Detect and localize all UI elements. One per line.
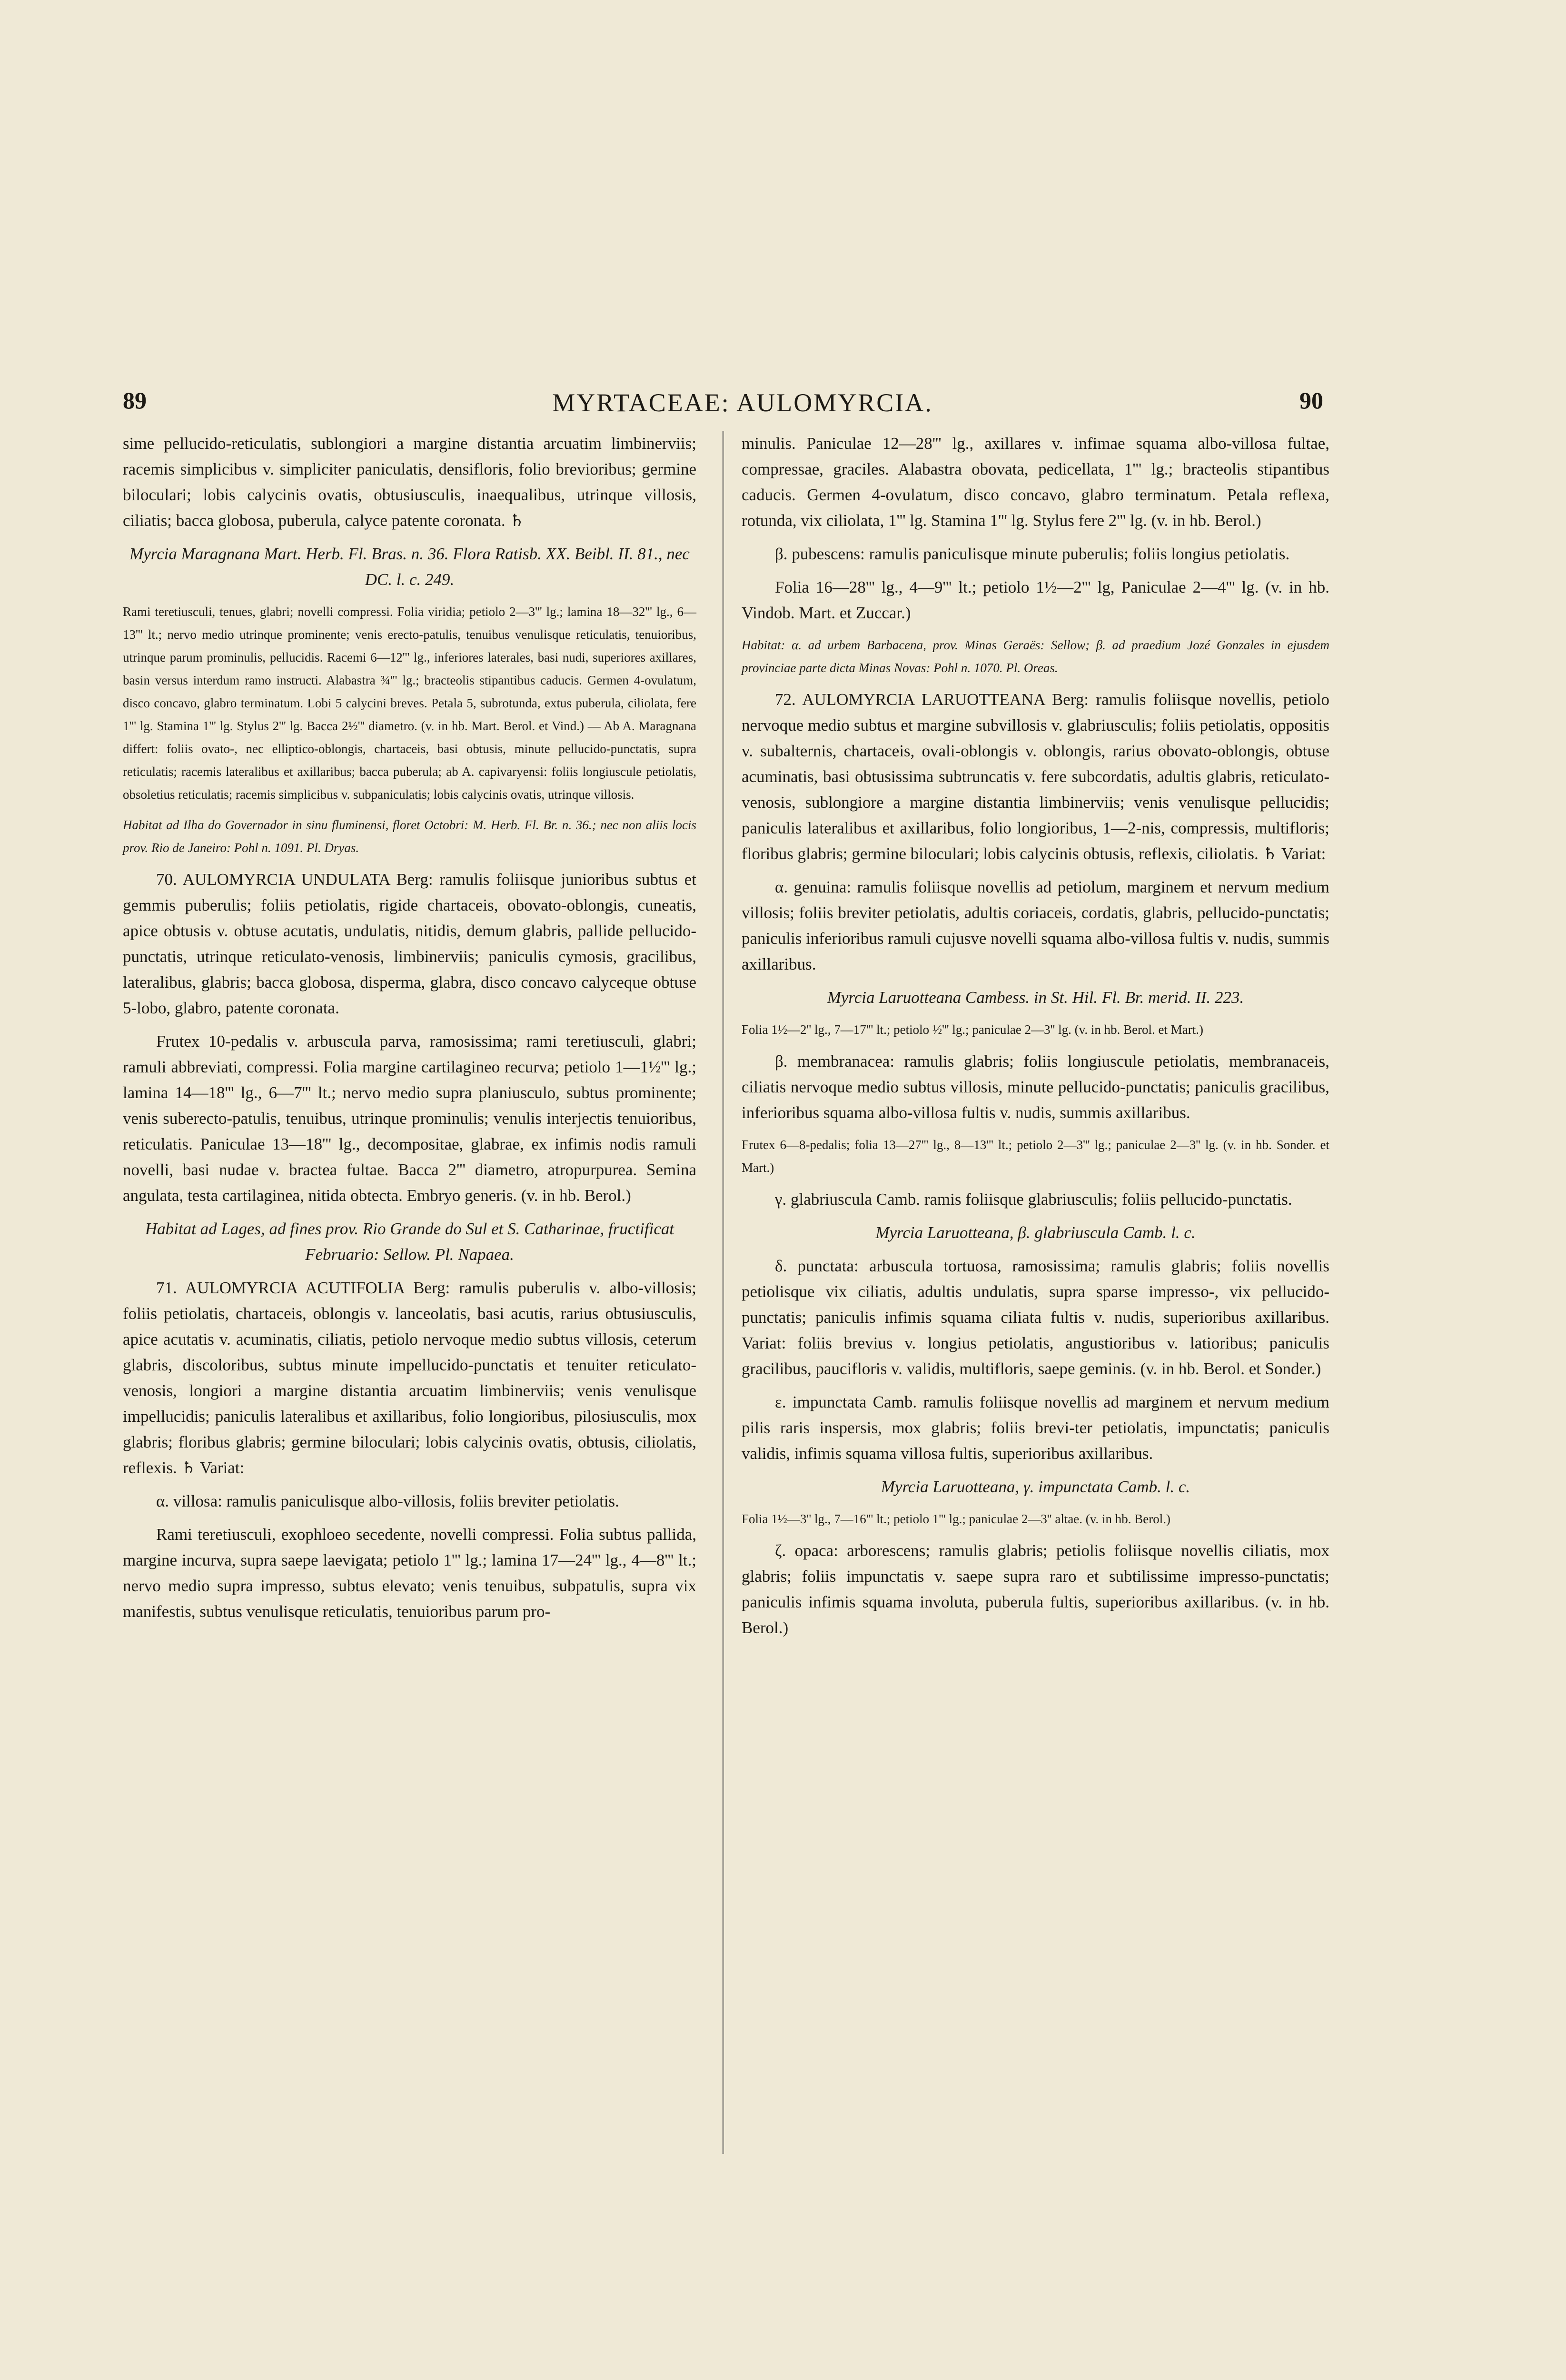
paragraph: Habitat ad Ilha do Governador in sinu fluminensi, floret Octobri: M. Herb. Fl. Br. n. 36.; nec non aliis locis prov. Rio de Janeiro: Pohl n. 1091. Pl. Dryas. — [123, 818, 696, 855]
paragraph: 70. AULOMYRCIA UNDULATA Berg: ramulis foliisque junioribus subtus et gemmis puberulis; foliis petiolatis, rigide chartaceis, obovato-oblongis, cuneatis, apice obtusis v. obtuse acutatis, undulatis, nitidis, demum glabris, pallide pellucido-punctatis, utrinque reticulato-venosis, limbinerviis; paniculis cymosis, gracilibus, lateralibus, glabris; bacca globosa, disperma, glabra, disco concavo calyceque obtuse 5-lobo, glabro, patente coronata. — [123, 870, 696, 1017]
paragraph: β. pubescens: ramulis paniculisque minute puberulis; foliis longius petiolatis. — [775, 545, 1290, 563]
paragraph: Myrcia Laruotteana, β. glabriuscula Camb. l. c. — [875, 1223, 1196, 1242]
paragraph: Habitat ad Lages, ad fines prov. Rio Grande do Sul et S. Catharinae, fructificat Februario: Sellow. Pl. Napaea. — [145, 1220, 674, 1264]
paragraph: Frutex 6—8-pedalis; folia 13—27''' lg., 8—13''' lt.; petiolo 2—3''' lg.; paniculae 2—3'' lg. (v. in hb. Sonder. et Mart.) — [742, 1138, 1329, 1175]
page-number-left: 89 — [123, 387, 147, 414]
paragraph: β. membranacea: ramulis glabris; foliis longiuscule petiolatis, membranaceis, ciliatis nervoque medio subtus villosis, minute pellucido-punctatis; paniculis gracilibus, inferioribus squama albo-villosa fultis v. nudis, summis axillaribus. — [742, 1052, 1329, 1122]
paragraph: α. genuina: ramulis foliisque novellis ad petiolum, marginem et nervum medium villosis; foliis breviter petiolatis, adultis coriaceis, cordatis, glabris, pellucido-punctatis; paniculis inferioribus ramuli cujusve novelli squama albo-villosa fultis v. nudis, summis axillaribus. — [742, 878, 1329, 973]
paragraph: Myrcia Laruotteana, γ. impunctata Camb. l. c. — [881, 1478, 1190, 1496]
paragraph: sime pellucido-reticulatis, sublongiori a margine distantia arcuatim limbinerviis; racemis simplicibus v. simpliciter paniculatis, densifloris, folio brevioribus; germine biloculari; lobis calycinis ovatis, obtusiusculis, inaequalibus, utrinque villosis, ciliatis; bacca globosa, puberula, calyce patente coronata. ♄ — [123, 434, 696, 530]
right-column — [742, 431, 1329, 1648]
paragraph: α. villosa: ramulis paniculisque albo-villosis, foliis breviter petiolatis. — [156, 1492, 619, 1510]
paragraph: ζ. opaca: arborescens; ramulis glabris; petiolis foliisque novellis ciliatis, mox glabris; foliis impunctatis v. saepe supra raro et subtilissime impresso-punctatis; paniculis infimis squama involuta, puberula fultis, superioribus axillaribus. (v. in hb. Berol.) — [742, 1541, 1329, 1637]
paragraph: ε. impunctata Camb. ramulis foliisque novellis ad marginem et nervum medium pilis raris inspersis, mox glabris; foliis brevi-ter petiolatis, impunctatis; paniculis validis, infimis squama villosa fultis, superioribus axillaribus. — [742, 1393, 1329, 1463]
paragraph: Myrcia Maragnana Mart. Herb. Fl. Bras. n. 36. Flora Ratisb. XX. Beibl. II. 81., nec DC. l. c. 249. — [129, 545, 690, 589]
paragraph: Frutex 10-pedalis v. arbuscula parva, ramosissima; rami teretiusculi, glabri; ramuli abbreviati, compressi. Folia margine cartilagineo recurva; petiolo 1—1½''' lg.; lamina 14—18''' lg., 6—7''' lt.; nervo medio supra planiusculo, subtus prominente; venis suberecto-patulis, tenuibus, utrinque prominulis; venulis interjectis tenuioribus, reticulatis. Paniculae 13—18''' lg., decompositae, glabrae, ex infimis nodis ramuli novelli, basi nudae v. bractea fultae. Bacca 2''' diametro, atropurpurea. Semina angulata, testa cartilaginea, nitida obtecta. Embryo generis. (v. in hb. Berol.) — [123, 1032, 696, 1205]
paragraph: Folia 16—28''' lg., 4—9''' lt.; petiolo 1½—2''' lg, Paniculae 2—4''' lg. (v. in hb. Vindob. Mart. et Zuccar.) — [742, 578, 1329, 622]
paragraph: 71. AULOMYRCIA ACUTIFOLIA Berg: ramulis puberulis v. albo-villosis; foliis petiolatis, chartaceis, oblongis v. lanceolatis, basi acutis, rarius obtusiusculis, apice acutatis v. acuminatis, ciliatis, petiolo nervoque medio subtus villosis, ceterum glabris, discoloribus, subtus minute impellucido-punctatis et tenuiter reticulato-venosis, longiori a margine distantia arcuatim limbinerviis; venis venulisque impellucidis; paniculis lateralibus et axillaribus, folio longioribus, pilosiusculis, mox glabris; floribus glabris; germine biloculari; lobis calycinis ovatis, obtusis, ciliolatis, reflexis. ♄ Variat: — [123, 1279, 696, 1477]
running-head: MYRTACEAE: AULOMYRCIA. — [552, 388, 933, 417]
paragraph: Habitat: α. ad urbem Barbacena, prov. Minas Geraës: Sellow; β. ad praedium Jozé Gonzales in ejusdem provinciae parte dicta Minas Novas: Pohl n. 1070. Pl. Oreas. — [742, 638, 1329, 675]
paragraph: 72. AULOMYRCIA LARUOTTEANA Berg: ramulis foliisque novellis, petiolo nervoque medio subtus et margine subvillosis v. glabriusculis; foliis petiolatis, oppositis v. subalternis, chartaceis, ovali-oblongis v. oblongis, rarius obovato-oblongis, obtuse acuminatis, basi obtusissima subtruncatis v. fere subcordatis, adultis glabris, reticulato-venosis, sublongiore a margine distantia limbinerviis; venis venulisque pellucidis; paniculis lateralibus et axillaribus, folio longioribus, 1—2-nis, compressis, multifloris; floribus glabris; germine biloculari; lobis calycinis obtusis, reflexis, ciliolatis. ♄ Variat: — [742, 690, 1329, 863]
page-number-right: 90 — [1299, 387, 1323, 414]
paragraph: minulis. Paniculae 12—28''' lg., axillares v. infimae squama albo-villosa fultae, compressae, graciles. Alabastra obovata, pedicellata, 1''' lg.; bracteolis stipantibus caducis. Germen 4-ovulatum, disco concavo, glabro terminatum. Petala reflexa, rotunda, vix ciliolata, 1''' lg. Stamina 1''' lg. Stylus fere 2''' lg. (v. in hb. Berol.) — [742, 434, 1329, 530]
paragraph: Folia 1½—2'' lg., 7—17''' lt.; petiolo ½''' lg.; paniculae 2—3'' lg. (v. in hb. Berol. et Mart.) — [742, 1022, 1204, 1037]
paragraph: γ. glabriuscula Camb. ramis foliisque glabriusculis; foliis pellucido-punctatis. — [775, 1190, 1292, 1209]
paragraph: δ. punctata: arbuscula tortuosa, ramosissima; ramulis glabris; foliis novellis petiolisque vix ciliatis, adultis undulatis, supra sparse impresso-, vix pellucido-punctatis; paniculis infimis squama ciliata fultis v. nudis, superioribus axillaribus. Variat: foliis brevius v. longius petiolatis, angustioribus v. latioribus; paniculis gracilibus, paucifloris v. validis, multifloris, saepe geminis. (v. in hb. Berol. et Sonder.) — [742, 1257, 1329, 1378]
paragraph: Folia 1½—3'' lg., 7—16''' lt.; petiolo 1''' lg.; paniculae 2—3'' altae. (v. in hb. Berol.) — [742, 1512, 1171, 1526]
left-column — [123, 431, 696, 1632]
column-divider — [723, 431, 724, 2154]
paragraph: Myrcia Laruotteana Cambess. in St. Hil. Fl. Br. merid. II. 223. — [827, 988, 1244, 1007]
paragraph: Rami teretiusculi, exophloeo secedente, novelli compressi. Folia subtus pallida, margine incurva, supra saepe laevigata; petiolo 1''' lg.; lamina 17—24''' lg., 4—8''' lt.; nervo medio supra impresso, subtus elevato; venis tenuibus, subpatulis, supra vix manifestis, subtus venulisque reticulatis, tenuioribus parum pro- — [123, 1525, 696, 1621]
paragraph: Rami teretiusculi, tenues, glabri; novelli compressi. Folia viridia; petiolo 2—3''' lg.; lamina 18—32''' lg., 6—13''' lt.; nervo medio utrinque prominente; venis erecto-patulis, tenuibus venulisque reticulatis, tenuioribus, utrinque parum prominulis, pellucidis. Racemi 6—12''' lg., inferiores laterales, basi nudi, superiores axillares, basin versus interdum ramo instructi. Alabastra ¾''' lg.; bracteolis stipantibus caducis. Germen 4-ovulatum, disco concavo, glabro terminatum. Lobi 5 calycini breves. Petala 5, subrotunda, extus puberula, ciliolata, fere 1''' lg. Stamina 1''' lg. Stylus 2''' lg. Bacca 2½''' diametro. (v. in hb. Mart. Berol. et Vind.) — Ab A. Maragnana differt: foliis ovato-, nec elliptico-oblongis, chartaceis, basi obtusis, minute pellucido-punctatis, supra reticulatis; racemis lateralibus et axillaribus; bacca puberula; ab A. capivaryensi: foliis longiuscule petiolatis, obsoletius reticulatis; racemis simplicibus v. subpaniculatis; lobis calycinis ovatis, utrinque villosis. — [123, 605, 696, 802]
